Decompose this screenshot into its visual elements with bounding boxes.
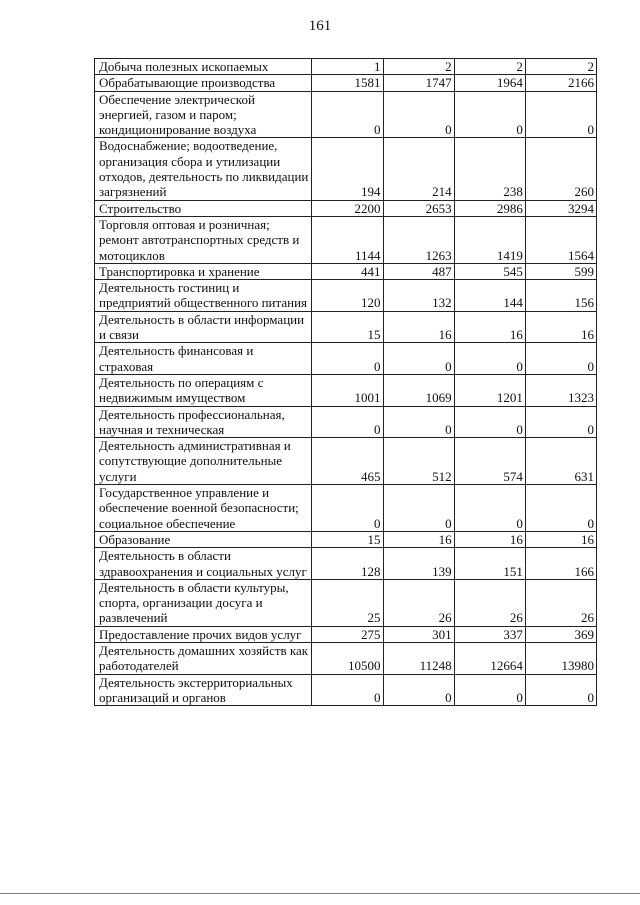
value-cell: 25 [312,579,383,626]
row-label: Обрабатывающие производства [95,75,312,91]
value-cell: 1263 [383,216,454,263]
value-cell: 465 [312,438,383,485]
data-table [94,58,597,706]
value-cell: 0 [312,485,383,532]
table-row [95,374,597,406]
value-cell: 631 [525,438,596,485]
value-cell: 1069 [383,374,454,406]
table-row [95,626,597,642]
page-number: 161 [308,18,332,34]
value-cell: 16 [525,311,596,343]
value-cell: 487 [383,263,454,279]
row-label: Деятельность профессиональная, научная и техническая [95,406,312,438]
value-cell: 26 [383,579,454,626]
table-row [95,343,597,375]
value-cell: 1564 [525,216,596,263]
value-cell: 2166 [525,75,596,91]
value-cell: 1964 [454,75,525,91]
value-cell: 13980 [525,642,596,674]
value-cell: 0 [525,91,596,138]
table-row [95,531,597,547]
value-cell: 0 [454,485,525,532]
value-cell: 12664 [454,642,525,674]
table-row [95,91,597,138]
table-row [95,642,597,674]
row-label: Транспортировка и хранение [95,263,312,279]
table-row [95,280,597,312]
row-label: Водоснабжение; водоотведение, организация сбора и утилизации отходов, деятельность по ликвидации загрязнений [95,138,312,200]
value-cell: 166 [525,548,596,580]
value-cell: 16 [454,311,525,343]
value-cell: 10500 [312,642,383,674]
table-row [95,216,597,263]
value-cell: 16 [525,531,596,547]
row-label: Торговля оптовая и розничная; ремонт автотранспортных средств и мотоциклов [95,216,312,263]
value-cell: 120 [312,280,383,312]
table-body [95,59,597,706]
row-label: Деятельность экстерриториальных организаций и органов [95,674,312,706]
row-label: Образование [95,531,312,547]
value-cell: 441 [312,263,383,279]
value-cell: 0 [454,406,525,438]
value-cell: 1001 [312,374,383,406]
value-cell: 15 [312,531,383,547]
row-label: Обеспечение электрической энергией, газом и паром; кондиционирование воздуха [95,91,312,138]
row-label: Добыча полезных ископаемых [95,59,312,75]
row-label: Деятельность гостиниц и предприятий общественного питания [95,280,312,312]
value-cell: 151 [454,548,525,580]
value-cell: 1419 [454,216,525,263]
table-row [95,263,597,279]
table-row [95,311,597,343]
table-row [95,75,597,91]
value-cell: 1747 [383,75,454,91]
value-cell: 16 [454,531,525,547]
value-cell: 0 [383,485,454,532]
value-cell: 1581 [312,75,383,91]
value-cell: 11248 [383,642,454,674]
table-row [95,138,597,200]
value-cell: 26 [525,579,596,626]
value-cell: 2 [383,59,454,75]
row-label: Деятельность административная и сопутствующие дополнительные услуги [95,438,312,485]
value-cell: 0 [525,485,596,532]
value-cell: 128 [312,548,383,580]
value-cell: 301 [383,626,454,642]
value-cell: 16 [383,311,454,343]
value-cell: 260 [525,138,596,200]
value-cell: 0 [383,674,454,706]
row-label: Строительство [95,200,312,216]
value-cell: 1201 [454,374,525,406]
value-cell: 0 [383,343,454,375]
value-cell: 574 [454,438,525,485]
row-label: Деятельность в области культуры, спорта, организации досуга и развлечений [95,579,312,626]
value-cell: 26 [454,579,525,626]
value-cell: 337 [454,626,525,642]
value-cell: 0 [454,343,525,375]
value-cell: 2653 [383,200,454,216]
value-cell: 0 [312,91,383,138]
table-row [95,200,597,216]
value-cell: 1144 [312,216,383,263]
value-cell: 545 [454,263,525,279]
value-cell: 0 [312,343,383,375]
table-row [95,406,597,438]
value-cell: 214 [383,138,454,200]
value-cell: 0 [383,91,454,138]
value-cell: 369 [525,626,596,642]
row-label: Деятельность финансовая и страховая [95,343,312,375]
value-cell: 2200 [312,200,383,216]
value-cell: 16 [383,531,454,547]
row-label: Деятельность по операциям с недвижимым имуществом [95,374,312,406]
value-cell: 144 [454,280,525,312]
value-cell: 0 [383,406,454,438]
value-cell: 2986 [454,200,525,216]
row-label: Предоставление прочих видов услуг [95,626,312,642]
value-cell: 3294 [525,200,596,216]
value-cell: 275 [312,626,383,642]
value-cell: 156 [525,280,596,312]
value-cell: 2 [525,59,596,75]
value-cell: 512 [383,438,454,485]
value-cell: 132 [383,280,454,312]
table-row [95,548,597,580]
table-row [95,674,597,706]
value-cell: 139 [383,548,454,580]
value-cell: 599 [525,263,596,279]
value-cell: 0 [312,406,383,438]
value-cell: 0 [525,674,596,706]
bottom-rule [0,893,640,894]
value-cell: 194 [312,138,383,200]
row-label: Деятельность в области здравоохранения и социальных услуг [95,548,312,580]
row-label: Деятельность в области информации и связи [95,311,312,343]
value-cell: 0 [454,674,525,706]
value-cell: 0 [525,406,596,438]
value-cell: 1 [312,59,383,75]
value-cell: 0 [312,674,383,706]
value-cell: 1323 [525,374,596,406]
table-row [95,485,597,532]
value-cell: 2 [454,59,525,75]
value-cell: 0 [454,91,525,138]
table-row [95,59,597,75]
value-cell: 15 [312,311,383,343]
table-row [95,579,597,626]
value-cell: 0 [525,343,596,375]
row-label: Государственное управление и обеспечение военной безопасности; социальное обеспечение [95,485,312,532]
value-cell: 238 [454,138,525,200]
table-row [95,438,597,485]
row-label: Деятельность домашних хозяйств как работодателей [95,642,312,674]
